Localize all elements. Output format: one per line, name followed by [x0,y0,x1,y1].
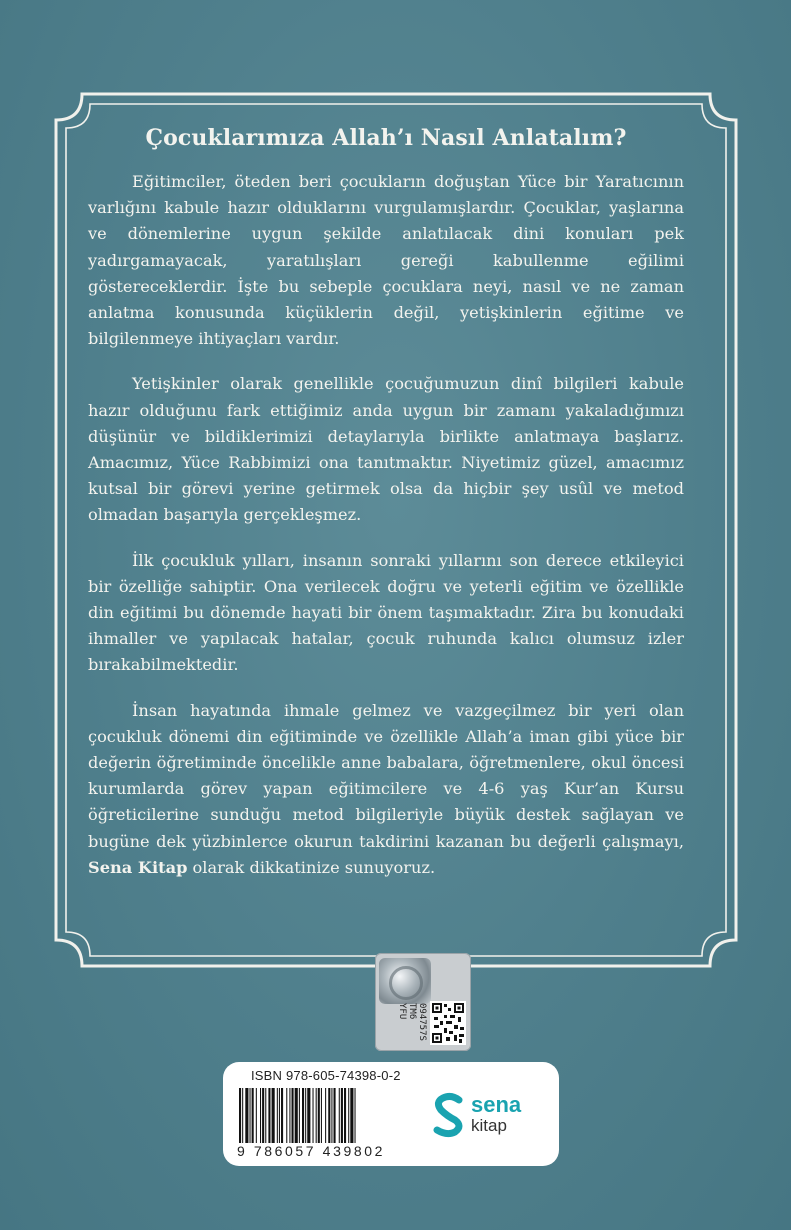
logo-sub: kitap [471,1116,507,1135]
paragraph-4 [88,698,684,881]
qr-code-icon [430,1001,466,1045]
publisher-name: Sena Kitap [88,857,188,877]
sena-logo-icon [429,1090,469,1140]
isbn-label: ISBN 978-605-74398-0-2 [251,1068,401,1083]
paragraph-3: İlk çocukluk yılları, insanın sonraki yıllarını son derece etkileyici bir özelliğe sahiptir. Ona verilecek doğru ve yeterli eğitim ve özellikle din eğitimi bu dönemde hayati bir önem taşımaktadır. Zira bu konudaki ihmaller ve yapılacak hatalar, çocuk ruhunda kalıcı olumsuz izler bırakabilmektedir. [88,550,684,675]
logo-name: sena [471,1092,522,1117]
barcode-panel [223,1062,559,1166]
paragraph-1: Eğitimciler, öteden beri çocukların doğuştan Yüce bir Yaratıcının varlığını kabule hazır olduklarını vurgulamışlardır. Çocuklar, yaşlarına ve dönemlerine uygun şekilde anlatılacak dini konuları pek yadırgamayacak, yaratılışları gereği kabullenme eğilimi göstereceklerdir. İşte bu sebeple çocuklara neyi, nasıl ve ne zaman anlatma konusunda küçüklerin değil, yetişkinlerin eğitime ve bilgilenmeye ihtiyaçları vardır. [88,172,684,349]
publisher-logo [429,1090,549,1140]
paragraph-4-end: olarak dikkatinize sunuyoruz. [187,857,436,877]
barcode-icon [237,1088,427,1148]
paragraph-2: Yetişkinler olarak genellikle çocuğumuzun dinî bilgileri kabule hazır olduğunu fark ettiğimiz anda uygun bir zamanı yakaladığımızı düşünür ve bildiklerimizi detaylarıyla birlikte anlatmaya başlarız. Amacımız, Yüce Rabbimizi ona tanıtmaktır. Niyetimiz güzel, amacımız kutsal bir görevi yerine getirmek olsa da hiçbir şey usûl ve metod olmadan başarıyla gerçekleşmez. [88,374,684,525]
barcode-digits: 9 786057 439802 [237,1143,385,1159]
hologram-sticker [375,953,471,1051]
sticker-code: 094757S TM6 YFU [397,1003,427,1041]
book-title: Çocuklarımıza Allah’ı Nasıl Anlatalım? [145,125,627,151]
paragraph-4-text: İnsan hayatında ihmale gelmez ve vazgeçilmez bir yeri olan çocukluk dönemi din eğitiminde ve özellikle Allah’a iman gibi yüce bir değerin öğretiminde öncelikle anne babalara, öğretmenlere, okul öncesi kurumlarda görev yapan eğitimcilere ve 4-6 yaş Kur’an Kursu öğreticilerine sunduğu metod bilgileriyle büyük destek sağlayan ve bugüne dek yüzbinlerce okurun takdirini kazanan bu değerli çalışmayı, [88,700,684,851]
back-cover-text [88,125,684,881]
hologram-icon [379,958,431,1004]
